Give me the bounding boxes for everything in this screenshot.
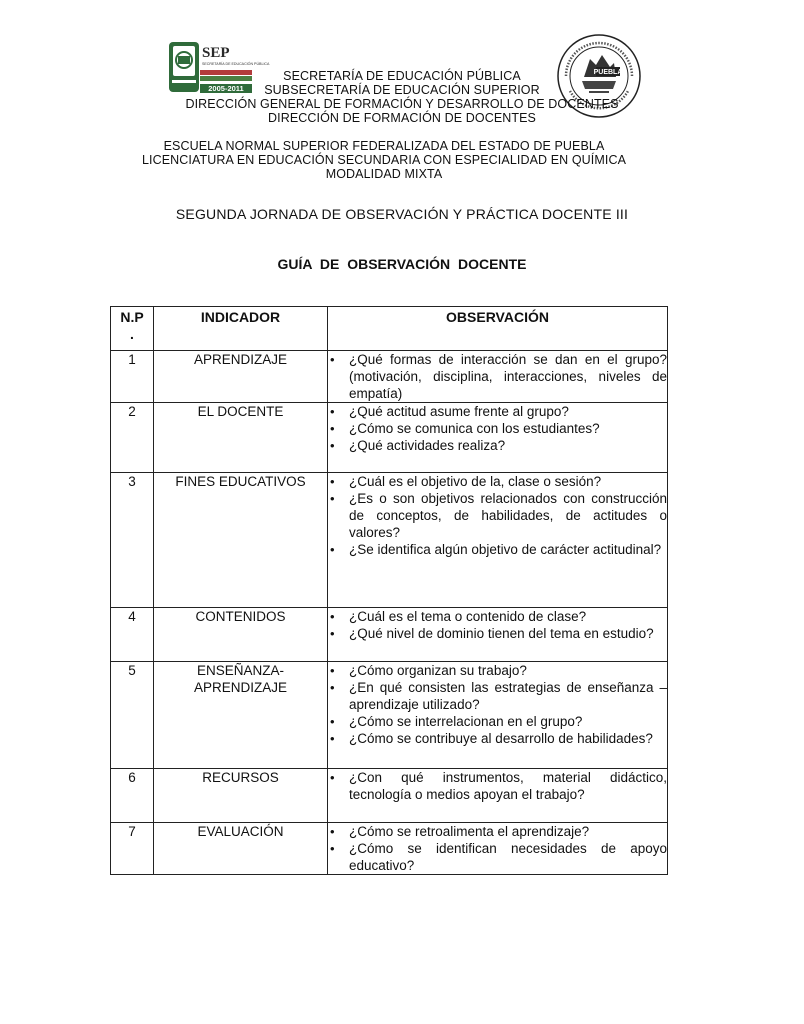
table-row (111, 823, 668, 875)
header-line-subsecretaria: SUBSECRETARÍA DE EDUCACIÓN SUPERIOR (264, 83, 540, 97)
row-indicador: ENSEÑANZA- APRENDIZAJE (154, 662, 328, 769)
observation-question: ¿Qué actividades realiza? (349, 438, 506, 453)
observation-table (110, 306, 668, 875)
observation-question: ¿Qué formas de interacción se dan en el grupo? (motivación, disciplina, interacciones, niveles de empatía) (349, 352, 667, 401)
list-item (328, 840, 667, 874)
bullet-icon: • (330, 770, 335, 785)
observation-list (328, 351, 667, 402)
header-line-licenciatura: LICENCIATURA EN EDUCACIÓN SECUNDARIA CON ESPECIALIDAD EN QUÍMICA (141, 153, 627, 167)
row-observaciones (328, 823, 668, 875)
row-observaciones (328, 608, 668, 662)
row-observaciones (328, 662, 668, 769)
list-item (328, 713, 667, 730)
guia-title: GUÍA DE OBSERVACIÓN DOCENTE (277, 256, 527, 272)
list-item (328, 625, 667, 642)
list-item (328, 473, 667, 490)
observation-question: ¿Qué nivel de dominio tienen del tema en estudio? (349, 626, 654, 641)
observation-list (328, 473, 667, 558)
header-line-escuela: ESCUELA NORMAL SUPERIOR FEDERALIZADA DEL ESTADO DE PUEBLA (163, 139, 605, 153)
observation-question: ¿Cómo se retroalimenta el aprendizaje? (349, 824, 590, 839)
sep-logo-text: SEP (202, 45, 230, 61)
list-item (328, 351, 667, 402)
bullet-icon: • (330, 663, 335, 678)
bullet-icon: • (330, 438, 335, 453)
bullet-icon: • (330, 680, 335, 695)
bullet-icon: • (330, 609, 335, 624)
school-header (0, 139, 768, 181)
list-item (328, 823, 667, 840)
observation-question: ¿Qué actitud asume frente al grupo? (349, 404, 569, 419)
row-indicador: RECURSOS (154, 769, 328, 823)
row-observaciones (328, 473, 668, 608)
row-number: 5 (111, 662, 154, 769)
list-item (328, 679, 667, 713)
row-indicador: APRENDIZAJE (154, 351, 328, 403)
observation-question: ¿Se identifica algún objetivo de carácter actitudinal? (349, 542, 662, 557)
sep-logo-years: 2005-2011 (208, 84, 244, 93)
list-item (328, 662, 667, 679)
bullet-icon: • (330, 714, 335, 729)
observation-question: ¿Cómo organizan su trabajo? (349, 663, 527, 678)
bullet-icon: • (330, 731, 335, 746)
row-indicador: EVALUACIÓN (154, 823, 328, 875)
list-item (328, 541, 667, 558)
list-item (328, 437, 667, 454)
observation-question: ¿Cómo se interrelacionan en el grupo? (349, 714, 583, 729)
bullet-icon: • (330, 404, 335, 419)
list-item (328, 769, 667, 803)
observation-question: ¿Cómo se identifican necesidades de apoyo educativo? (349, 841, 667, 873)
observation-question: ¿Cómo se comunica con los estudiantes? (349, 421, 600, 436)
bullet-icon: • (330, 824, 335, 839)
row-indicador: EL DOCENTE (154, 403, 328, 473)
list-item (328, 403, 667, 420)
row-observaciones (328, 769, 668, 823)
seal-logo-text: PUEBLA (593, 69, 623, 76)
table-row (111, 769, 668, 823)
header-line-sep: SECRETARÍA DE EDUCACIÓN PÚBLICA (283, 69, 521, 83)
table-body (111, 351, 668, 875)
sep-logo-subtitle: SECRETARÍA DE EDUCACIÓN PÚBLICA (202, 62, 270, 66)
row-number: 6 (111, 769, 154, 823)
row-observaciones (328, 351, 668, 403)
bullet-icon: • (330, 626, 335, 641)
list-item (328, 490, 667, 541)
observation-list (328, 403, 667, 454)
row-number: 7 (111, 823, 154, 875)
row-observaciones (328, 403, 668, 473)
observation-list (328, 823, 667, 874)
header-indicador: INDICADOR (154, 307, 328, 351)
row-number: 2 (111, 403, 154, 473)
table-row (111, 351, 668, 403)
bullet-icon: • (330, 421, 335, 436)
table-row (111, 608, 668, 662)
observation-question: ¿Cuál es el tema o contenido de clase? (349, 609, 587, 624)
row-indicador: FINES EDUCATIVOS (154, 473, 328, 608)
bullet-icon: • (330, 352, 335, 367)
observation-list (328, 769, 667, 803)
header-line-modalidad: MODALIDAD MIXTA (325, 167, 443, 181)
row-number: 4 (111, 608, 154, 662)
list-item (328, 730, 667, 747)
header-line-direccion-general: DIRECCIÓN GENERAL DE FORMACIÓN Y DESARROLLO DE DOCENTES (185, 97, 619, 111)
header-observacion: OBSERVACIÓN (328, 307, 668, 351)
observation-question: ¿En qué consisten las estrategias de enseñanza – aprendizaje utilizado? (349, 680, 667, 712)
row-number: 1 (111, 351, 154, 403)
institution-header (18, 69, 786, 125)
list-item (328, 420, 667, 437)
table-row (111, 662, 668, 769)
header-line-direccion-formacion: DIRECCIÓN DE FORMACIÓN DE DOCENTES (268, 111, 536, 125)
header-np (111, 307, 154, 351)
observation-list (328, 608, 667, 642)
table-header-row (111, 307, 668, 351)
list-item (328, 608, 667, 625)
table-row (111, 403, 668, 473)
jornada-title: SEGUNDA JORNADA DE OBSERVACIÓN Y PRÁCTICA DOCENTE III (175, 206, 629, 222)
observation-question: ¿Cuál es el objetivo de la, clase o sesión? (349, 474, 602, 489)
observation-question: ¿Cómo se contribuye al desarrollo de habilidades? (349, 731, 653, 746)
bullet-icon: • (330, 542, 335, 557)
bullet-icon: • (330, 474, 335, 489)
table-row (111, 473, 668, 608)
observation-question: ¿Con qué instrumentos, material didáctico, tecnología o medios apoyan el trabajo? (349, 770, 667, 802)
row-indicador: CONTENIDOS (154, 608, 328, 662)
observation-list (328, 662, 667, 747)
row-number: 3 (111, 473, 154, 608)
bullet-icon: • (330, 491, 335, 506)
header-np-label: N.P . (120, 309, 144, 342)
bullet-icon: • (330, 841, 335, 856)
observation-question: ¿Es o son objetivos relacionados con construcción de conceptos, de habilidades, de actitudes o valores? (349, 491, 667, 540)
